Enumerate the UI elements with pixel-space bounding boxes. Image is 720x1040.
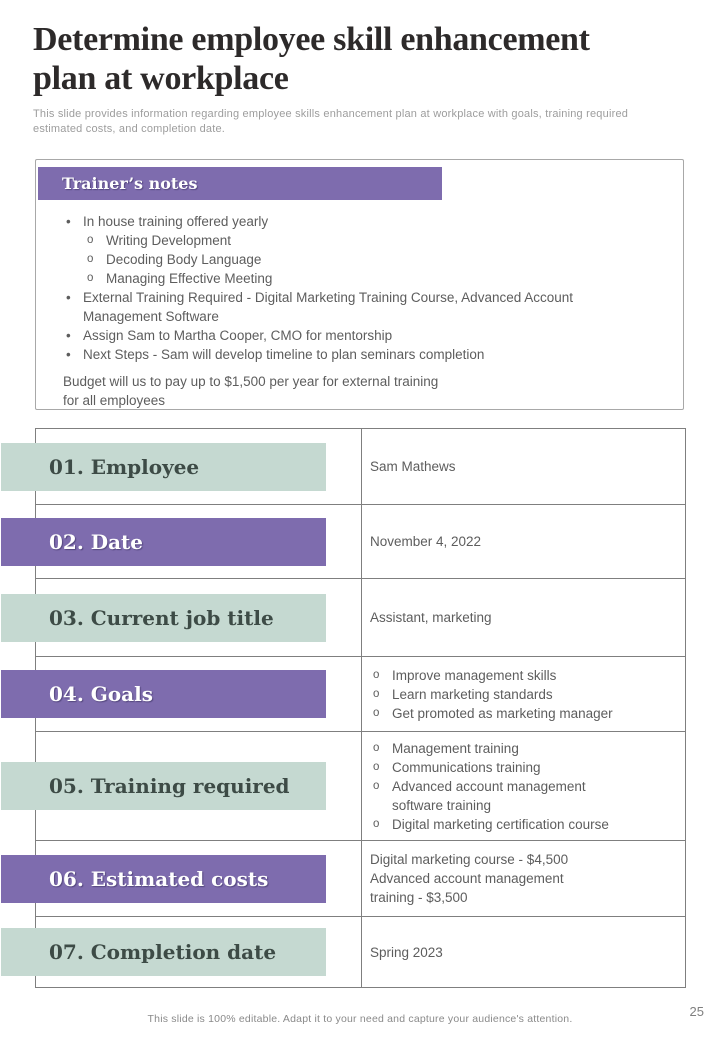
row-value-cell [361, 841, 685, 916]
note-subitem: o Decoding Body Language [36, 250, 683, 269]
budget-note-line2: for all employees [63, 393, 166, 408]
note-item: • In house training offered yearly [36, 212, 683, 231]
row-value: Sam Mathews [370, 459, 456, 474]
row-label-banner: 05. Training required [1, 762, 326, 810]
table-row-date [36, 505, 685, 579]
table-row-goals [36, 657, 685, 732]
row-value-cell [361, 732, 685, 840]
row-value-item: o Get promoted as marketing manager [370, 704, 677, 723]
page-title-line2: plan at workplace [33, 60, 289, 97]
row-value: Spring 2023 [370, 944, 443, 960]
row-value-cell [361, 505, 685, 578]
row-value-cell [361, 579, 685, 656]
table-row-employee [36, 429, 685, 505]
row-value-item: o Communications training [370, 758, 677, 777]
table-row-completion-date [36, 917, 685, 987]
page-subtitle-line1: This slide provides information regarding employee skills enhancement plan at workplace with goals, training required [33, 108, 629, 120]
page-title-line1: Determine employee skill enhancement [33, 21, 590, 58]
note-item: • External Training Required - Digital Marketing Training Course, Advanced Account Management Software [36, 288, 683, 326]
row-label-banner: 04. Goals [1, 670, 326, 718]
note-item: • Assign Sam to Martha Cooper, CMO for mentorship [36, 326, 683, 345]
row-value-cell [361, 917, 685, 987]
row-value-cell [361, 657, 685, 731]
footer-note: This slide is 100% editable. Adapt it to your need and capture your audience's attention. [147, 1013, 573, 1025]
note-subitem: o Managing Effective Meeting [36, 269, 683, 288]
trainers-notes-banner: Trainer’s notes [38, 167, 442, 200]
page-subtitle-line2: estimated costs, and completion date. [33, 123, 226, 135]
trainers-notes-box [35, 159, 684, 410]
row-value: training - $3,500 [370, 890, 468, 905]
trainers-notes-content [36, 160, 683, 410]
page-subtitle [33, 107, 693, 137]
row-value-item: o Improve management skills [370, 666, 677, 685]
row-label-banner: 03. Current job title [1, 594, 326, 642]
skill-plan-table [35, 428, 686, 988]
budget-note-line1: Budget will us to pay up to $1,500 per year for external training [63, 374, 439, 389]
row-value: Assistant, marketing [370, 610, 492, 625]
table-row-estimated-costs [36, 841, 685, 917]
row-label-banner: 02. Date [1, 518, 326, 566]
budget-note [36, 372, 683, 410]
row-value-item: o Management training [370, 739, 677, 758]
row-value: Digital marketing course - $4,500 [370, 852, 569, 867]
row-value-item: o Advanced account management [370, 777, 677, 796]
row-value-cell [361, 429, 685, 504]
row-value-item: o Learn marketing standards [370, 685, 677, 704]
row-label-banner: 06. Estimated costs [1, 855, 326, 903]
table-row-current-job-title [36, 579, 685, 657]
row-value: Advanced account management [370, 871, 564, 886]
page-number: 25 [689, 1004, 704, 1019]
row-label-banner: 01. Employee [1, 443, 326, 491]
page-title [33, 20, 713, 98]
note-item: • Next Steps - Sam will develop timeline to plan seminars completion [36, 345, 683, 364]
row-value: November 4, 2022 [370, 534, 482, 549]
row-value-item-continuation: software training [392, 797, 492, 813]
row-value-item: o Digital marketing certification course [370, 815, 677, 834]
table-row-training-required [36, 732, 685, 841]
note-subitem: o Writing Development [36, 231, 683, 250]
row-label-banner: 07. Completion date [1, 928, 326, 976]
